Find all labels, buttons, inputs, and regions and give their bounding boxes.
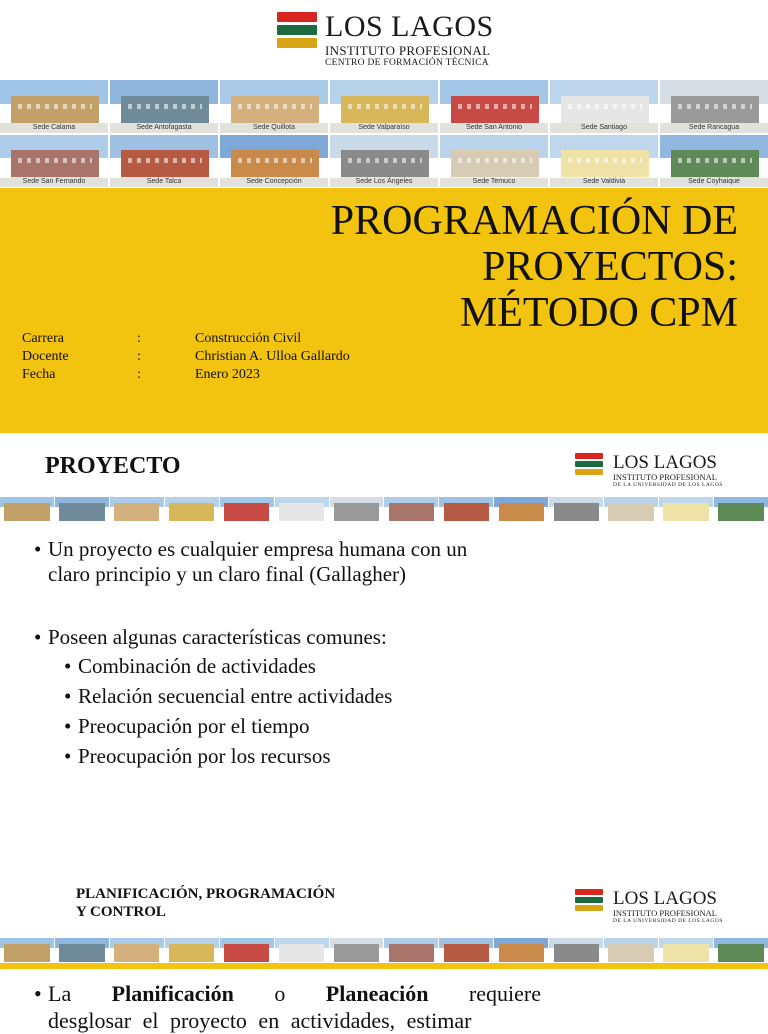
campus-thumb xyxy=(275,497,329,521)
logo-subtitle: INSTITUTO PROFESIONAL xyxy=(613,908,717,918)
campus-thumb xyxy=(494,938,548,962)
text-word: La xyxy=(48,981,72,1006)
bullet-line: Poseen algunas características comunes: xyxy=(48,625,387,649)
campus-thumb xyxy=(384,938,438,962)
slide-planificacion xyxy=(0,863,768,1033)
campus-thumb xyxy=(384,497,438,521)
sub-bullet-item xyxy=(64,684,393,709)
campus-thumb xyxy=(604,497,658,521)
campus-caption: Sede Temuco xyxy=(440,177,548,187)
campus-caption: Sede Antofagasta xyxy=(110,123,218,133)
meta-key: Fecha xyxy=(22,367,56,382)
campus-thumb xyxy=(275,938,329,962)
campus-thumb xyxy=(330,938,384,962)
campus-thumb xyxy=(55,938,109,962)
text-word: o xyxy=(274,981,286,1006)
los-lagos-logo xyxy=(575,453,723,488)
text-bold: Planeación xyxy=(325,981,429,1006)
text-bold: Planificación xyxy=(111,981,234,1006)
campus-thumb xyxy=(659,497,713,521)
campus-thumb xyxy=(714,938,768,962)
campus-photo xyxy=(220,135,328,188)
campus-thumb xyxy=(165,497,219,521)
meta-key: Docente xyxy=(22,349,69,364)
bullet-line: claro principio y un claro final (Gallagher) xyxy=(48,562,407,586)
slide-proyecto xyxy=(0,433,768,863)
campus-thumb xyxy=(439,497,493,521)
sub-bullet-item xyxy=(64,714,310,739)
title-slide xyxy=(0,0,768,433)
campus-caption: Sede Valparaíso xyxy=(330,123,438,133)
campus-photo xyxy=(330,80,438,133)
campus-photo xyxy=(660,80,768,133)
campus-caption: Sede San Fernando xyxy=(0,177,108,187)
campus-caption: Sede Coyhaique xyxy=(660,177,768,187)
meta-value: Construcción Civil xyxy=(195,331,302,346)
campus-thumb xyxy=(439,938,493,962)
sub-bullet-item xyxy=(64,654,316,679)
accent-line xyxy=(0,963,768,969)
meta-sep: : xyxy=(137,349,141,364)
campus-photo-strip xyxy=(0,497,768,521)
bullet-dot: • xyxy=(64,744,72,768)
bullet-dot: • xyxy=(34,537,42,561)
title-line: PROGRAMACIÓN DE xyxy=(330,198,738,244)
campus-photo xyxy=(0,80,108,133)
campus-thumb xyxy=(165,938,219,962)
meta-value: Enero 2023 xyxy=(195,367,260,382)
slide-title xyxy=(76,885,335,921)
campus-thumb xyxy=(659,938,713,962)
campus-thumb xyxy=(714,497,768,521)
campus-photo xyxy=(440,135,548,188)
campus-caption: Sede Valdivia xyxy=(550,177,658,187)
campus-thumb xyxy=(220,938,274,962)
campus-thumb xyxy=(220,497,274,521)
bullet-item xyxy=(34,625,387,650)
campus-caption: Sede Talca xyxy=(110,177,218,187)
campus-caption: Sede Rancagua xyxy=(660,123,768,133)
flag-icon xyxy=(575,453,603,475)
bullet-line: Preocupación por los recursos xyxy=(78,744,331,768)
campus-photo xyxy=(440,80,548,133)
campus-thumb xyxy=(110,938,164,962)
campus-thumb xyxy=(55,497,109,521)
bullet-dot: • xyxy=(34,981,42,1006)
bullet-dot: • xyxy=(64,654,72,678)
campus-thumb xyxy=(494,497,548,521)
sub-bullet-item xyxy=(64,744,331,769)
bullet-line: desglosar el proyecto en actividades, estimar xyxy=(48,1008,472,1033)
campus-photo-grid xyxy=(0,80,768,187)
title-line: PROYECTOS: xyxy=(482,244,738,290)
los-lagos-logo xyxy=(277,12,494,69)
campus-caption: Sede Santiago xyxy=(550,123,658,133)
bullet-line: Un proyecto es cualquier empresa humana con un xyxy=(48,537,468,561)
logo-subtitle-2: DE LA UNIVERSIDAD DE LOS LAGOS xyxy=(613,917,723,924)
campus-thumb xyxy=(549,497,603,521)
title-line: MÉTODO CPM xyxy=(459,290,738,336)
campus-thumb xyxy=(604,938,658,962)
bullet-dot: • xyxy=(64,684,72,708)
presentation-title xyxy=(238,198,738,336)
meta-row-carrera xyxy=(22,331,422,349)
bullet-line: Relación secuencial entre actividades xyxy=(78,684,393,708)
campus-photo xyxy=(220,80,328,133)
campus-thumb xyxy=(0,938,54,962)
campus-thumb xyxy=(110,497,164,521)
campus-caption: Sede Calama xyxy=(0,123,108,133)
campus-caption: Sede San Antonio xyxy=(440,123,548,133)
campus-caption: Sede Quillota xyxy=(220,123,328,133)
campus-photo xyxy=(550,80,658,133)
campus-photo xyxy=(110,135,218,188)
campus-photo xyxy=(550,135,658,188)
bullet-dot: • xyxy=(34,625,42,649)
los-lagos-logo xyxy=(575,889,723,924)
flag-icon xyxy=(575,889,603,911)
campus-caption: Sede Concepción xyxy=(220,177,328,187)
meta-sep: : xyxy=(137,367,141,382)
bullet-line: Combinación de actividades xyxy=(78,654,316,678)
campus-photo xyxy=(330,135,438,188)
logo-name: LOS LAGOS xyxy=(613,452,717,473)
logo-name: LOS LAGOS xyxy=(325,10,494,43)
logo-subtitle-2: DE LA UNIVERSIDAD DE LOS LAGOS xyxy=(613,481,723,488)
logo-subtitle: INSTITUTO PROFESIONAL xyxy=(325,43,491,58)
logo-subtitle-2: CENTRO DE FORMACIÓN TÉCNICA xyxy=(325,58,489,68)
campus-thumb xyxy=(0,497,54,521)
bullet-line xyxy=(48,980,541,1007)
slide-title: PROYECTO xyxy=(45,453,181,479)
bullet-dot: • xyxy=(64,714,72,738)
campus-caption: Sede Los Ángeles xyxy=(330,177,438,187)
text-word: requiere xyxy=(468,981,541,1006)
meta-row-docente xyxy=(22,349,422,367)
campus-photo xyxy=(110,80,218,133)
logo-subtitle: INSTITUTO PROFESIONAL xyxy=(613,472,717,482)
title-line: Y CONTROL xyxy=(76,904,166,920)
meta-key: Carrera xyxy=(22,331,64,346)
presentation-meta xyxy=(22,331,422,385)
campus-photo xyxy=(0,135,108,188)
title-line: PLANIFICACIÓN, PROGRAMACIÓN xyxy=(76,886,336,902)
meta-sep: : xyxy=(137,331,141,346)
campus-photo-strip xyxy=(0,938,768,962)
meta-value: Christian A. Ulloa Gallardo xyxy=(195,349,350,364)
flag-icon xyxy=(277,12,317,48)
bullet-line: Preocupación por el tiempo xyxy=(78,714,310,738)
logo-name: LOS LAGOS xyxy=(613,888,717,909)
campus-thumb xyxy=(549,938,603,962)
bullet-item xyxy=(34,980,541,1034)
campus-photo xyxy=(660,135,768,188)
title-panel xyxy=(0,188,768,433)
campus-thumb xyxy=(330,497,384,521)
meta-row-fecha xyxy=(22,367,422,385)
bullet-item xyxy=(34,537,468,587)
